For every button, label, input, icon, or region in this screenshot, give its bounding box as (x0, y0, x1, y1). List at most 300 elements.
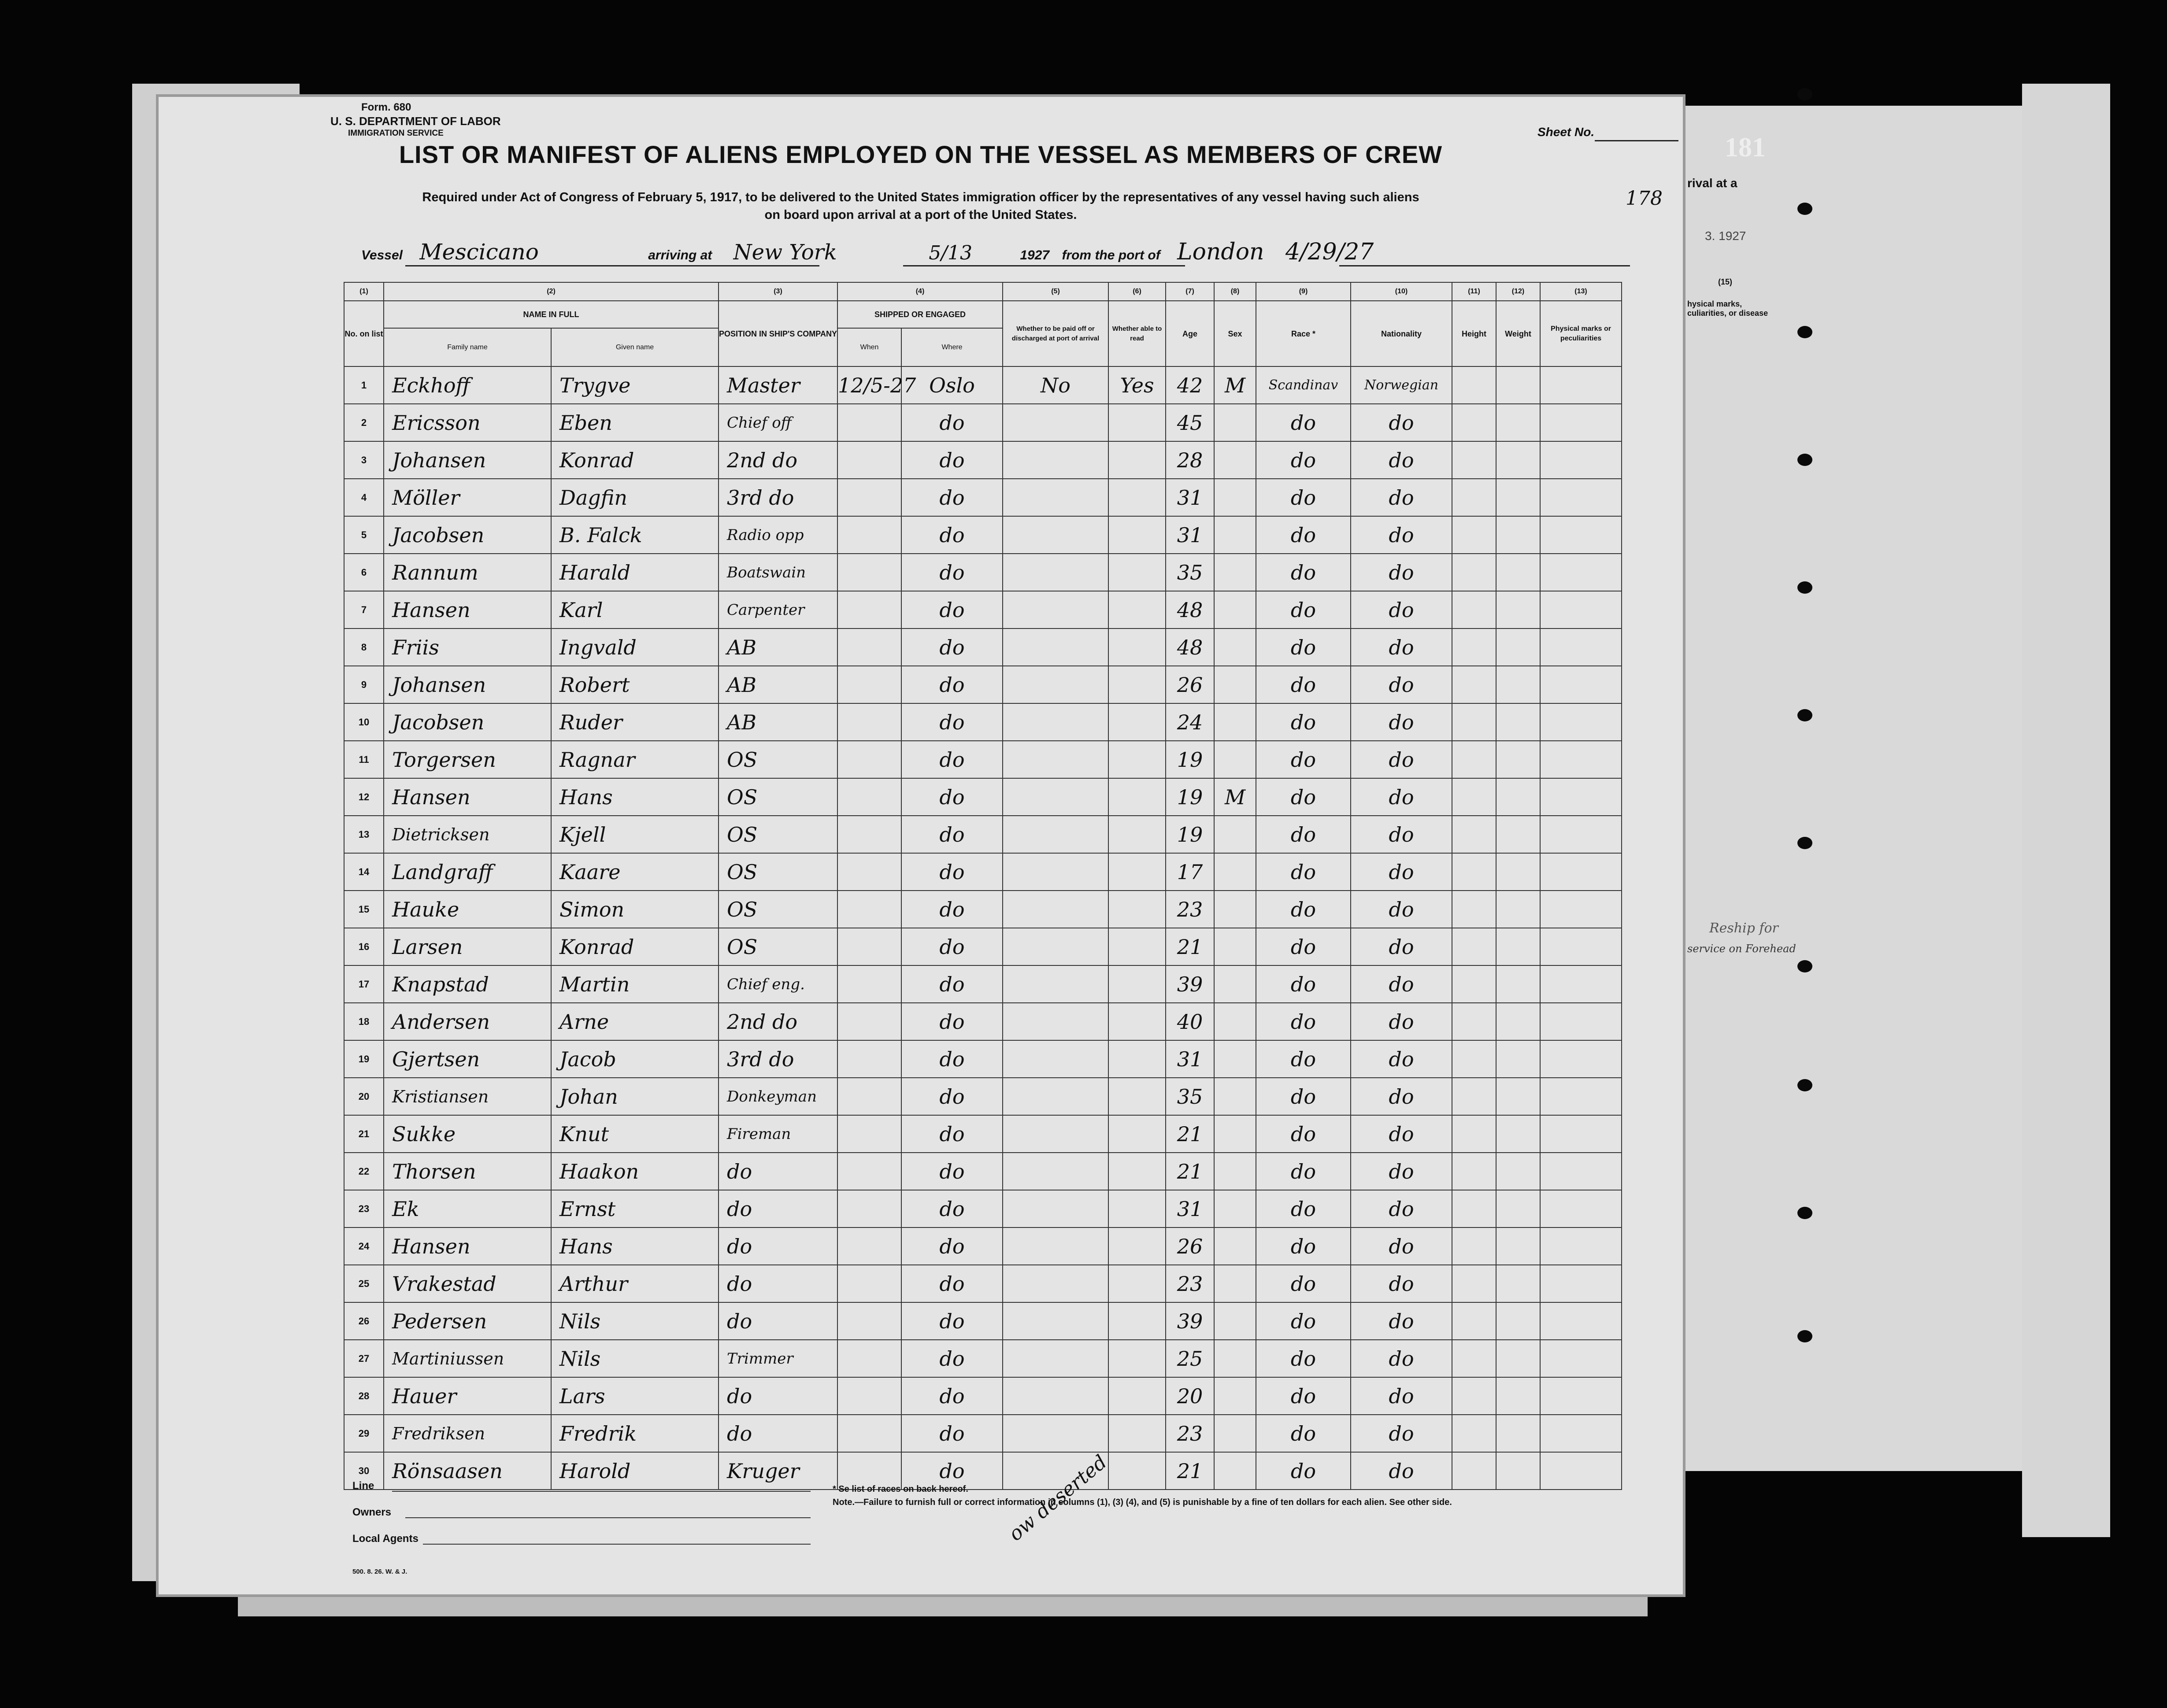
right-note: Reship for (1709, 921, 1778, 936)
sex-cell (1214, 404, 1256, 441)
shipped-when-cell (837, 1302, 901, 1340)
given-name-cell: Arthur (551, 1265, 719, 1302)
shipped-when-cell (837, 1340, 901, 1377)
position-cell: 3rd do (719, 1040, 837, 1078)
age-cell: 21 (1166, 1153, 1214, 1190)
race-cell: do (1256, 741, 1351, 778)
able-to-read-cell (1108, 853, 1166, 891)
able-to-read-cell (1108, 1265, 1166, 1302)
from-date: 4/29/27 (1285, 239, 1374, 265)
family-name-cell: Kristiansen (384, 1078, 551, 1115)
position-cell: do (719, 1153, 837, 1190)
paid-off-cell (1003, 1227, 1108, 1265)
owners-label: Owners (352, 1506, 392, 1518)
family-name-cell: Hauer (384, 1377, 551, 1415)
table-row (344, 554, 1622, 591)
family-name-cell: Landgraff (384, 853, 551, 891)
table-row (344, 965, 1622, 1003)
height-cell (1452, 1340, 1496, 1377)
height-cell (1452, 1078, 1496, 1115)
shipped-when-cell (837, 1190, 901, 1227)
family-name-cell: Jacobsen (384, 516, 551, 554)
age-cell: 19 (1166, 816, 1214, 853)
family-name-cell: Ericsson (384, 404, 551, 441)
position-cell: do (719, 1265, 837, 1302)
given-name-cell: Nils (551, 1340, 719, 1377)
physical-marks-cell (1540, 666, 1622, 703)
paid-off-cell: No (1003, 366, 1108, 404)
family-name-cell: Hansen (384, 591, 551, 628)
shipped-when-cell (837, 1078, 901, 1115)
age-cell: 28 (1166, 441, 1214, 479)
given-name-cell: Kaare (551, 853, 719, 891)
col-num-4: (4) (837, 282, 1003, 301)
col-num-12: (12) (1496, 282, 1540, 301)
race-cell: do (1256, 1415, 1351, 1452)
age-cell: 45 (1166, 404, 1214, 441)
header-shipped: SHIPPED OR ENGAGED (837, 301, 1003, 328)
nationality-cell: Norwegian (1351, 366, 1452, 404)
weight-cell (1496, 516, 1540, 554)
height-cell (1452, 703, 1496, 741)
date-mark: 5/13 (929, 242, 972, 264)
able-to-read-cell (1108, 554, 1166, 591)
age-cell: 20 (1166, 1377, 1214, 1415)
shipped-when-cell (837, 1115, 901, 1153)
weight-cell (1496, 666, 1540, 703)
paid-off-cell (1003, 1265, 1108, 1302)
sex-cell (1214, 965, 1256, 1003)
weight-cell (1496, 441, 1540, 479)
race-cell: do (1256, 853, 1351, 891)
given-name-cell: Simon (551, 891, 719, 928)
sheet-no-line (1595, 140, 1678, 141)
family-name-cell: Eckhoff (384, 366, 551, 404)
sex-cell (1214, 816, 1256, 853)
col-num-10: (10) (1351, 282, 1452, 301)
nationality-cell: do (1351, 404, 1452, 441)
family-name-cell: Vrakestad (384, 1265, 551, 1302)
able-to-read-cell (1108, 1003, 1166, 1040)
nationality-cell: do (1351, 666, 1452, 703)
paid-off-cell (1003, 1003, 1108, 1040)
manifest-subtitle (379, 189, 1463, 224)
column-header-row (344, 301, 1622, 328)
given-name-cell: Ruder (551, 703, 719, 741)
paid-off-cell (1003, 1302, 1108, 1340)
row-number-cell: 3 (344, 441, 384, 479)
line-underline (392, 1491, 811, 1492)
nationality-cell: do (1351, 816, 1452, 853)
nationality-cell: do (1351, 1265, 1452, 1302)
shipped-when-cell (837, 554, 901, 591)
header-nationality: Nationality (1351, 301, 1452, 366)
nationality-cell: do (1351, 1377, 1452, 1415)
race-cell: do (1256, 479, 1351, 516)
race-cell: do (1256, 1302, 1351, 1340)
row-number-cell: 22 (344, 1153, 384, 1190)
race-cell: do (1256, 441, 1351, 479)
height-cell (1452, 1302, 1496, 1340)
physical-marks-cell (1540, 1115, 1622, 1153)
race-cell: do (1256, 1340, 1351, 1377)
physical-marks-cell (1540, 1452, 1622, 1490)
header-height: Height (1452, 301, 1496, 366)
age-cell: 21 (1166, 1452, 1214, 1490)
given-name-cell: Dagfin (551, 479, 719, 516)
given-name-cell: Ernst (551, 1190, 719, 1227)
able-to-read-cell (1108, 816, 1166, 853)
shipped-where-cell: do (901, 741, 1003, 778)
form-number: Form. 680 (361, 101, 411, 113)
height-cell (1452, 965, 1496, 1003)
race-cell: Scandinav (1256, 366, 1351, 404)
height-cell (1452, 1040, 1496, 1078)
race-cell: do (1256, 1040, 1351, 1078)
printer-mark: 500. 8. 26. W. & J. (352, 1568, 407, 1575)
row-number-cell: 27 (344, 1340, 384, 1377)
given-name-cell: Harold (551, 1452, 719, 1490)
position-cell: Trimmer (719, 1340, 837, 1377)
position-cell: do (719, 1227, 837, 1265)
paid-off-cell (1003, 1190, 1108, 1227)
height-cell (1452, 778, 1496, 816)
shipped-when-cell (837, 741, 901, 778)
height-cell (1452, 1190, 1496, 1227)
line-label: Line (352, 1480, 374, 1492)
shipped-when-cell (837, 591, 901, 628)
weight-cell (1496, 1227, 1540, 1265)
race-cell: do (1256, 554, 1351, 591)
position-cell: Radio opp (719, 516, 837, 554)
shipped-where-cell: do (901, 778, 1003, 816)
given-name-cell: Harald (551, 554, 719, 591)
paid-off-cell (1003, 479, 1108, 516)
table-row (344, 1190, 1622, 1227)
family-name-cell: Jacobsen (384, 703, 551, 741)
family-name-cell: Rönsaasen (384, 1452, 551, 1490)
family-name-cell: Johansen (384, 666, 551, 703)
sex-cell (1214, 1078, 1256, 1115)
shipped-where-cell: do (901, 554, 1003, 591)
shipped-where-cell: do (901, 1190, 1003, 1227)
weight-cell (1496, 1415, 1540, 1452)
position-cell: OS (719, 816, 837, 853)
able-to-read-cell (1108, 516, 1166, 554)
header-weight: Weight (1496, 301, 1540, 366)
row-number-cell: 16 (344, 928, 384, 965)
weight-cell (1496, 741, 1540, 778)
position-cell: AB (719, 666, 837, 703)
race-cell: do (1256, 591, 1351, 628)
age-cell: 23 (1166, 1265, 1214, 1302)
position-cell: OS (719, 741, 837, 778)
weight-cell (1496, 891, 1540, 928)
shipped-when-cell (837, 703, 901, 741)
able-to-read-cell (1108, 479, 1166, 516)
shipped-where-cell: do (901, 1265, 1003, 1302)
physical-marks-cell (1540, 928, 1622, 965)
vessel-label: Vessel (361, 248, 403, 262)
paid-off-cell (1003, 741, 1108, 778)
header-physical: Physical marks or peculiarities (1540, 301, 1622, 366)
age-cell: 48 (1166, 628, 1214, 666)
given-name-cell: Konrad (551, 928, 719, 965)
sex-cell: M (1214, 366, 1256, 404)
height-cell (1452, 928, 1496, 965)
family-name-cell: Fredriksen (384, 1415, 551, 1452)
table-row (344, 591, 1622, 628)
shipped-when-cell (837, 891, 901, 928)
position-cell: OS (719, 778, 837, 816)
position-cell: do (719, 1302, 837, 1340)
able-to-read-cell (1108, 1078, 1166, 1115)
sex-cell (1214, 628, 1256, 666)
shipped-where-cell: do (901, 1153, 1003, 1190)
header-paid-off: Whether to be paid off or discharged at port of arrival (1003, 301, 1108, 366)
shipped-when-cell (837, 1377, 901, 1415)
row-number-cell: 24 (344, 1227, 384, 1265)
table-row (344, 441, 1622, 479)
sex-cell (1214, 1265, 1256, 1302)
race-cell: do (1256, 891, 1351, 928)
age-cell: 23 (1166, 1415, 1214, 1452)
paid-off-cell (1003, 1340, 1108, 1377)
weight-cell (1496, 1190, 1540, 1227)
nationality-cell: do (1351, 554, 1452, 591)
height-cell (1452, 591, 1496, 628)
age-cell: 48 (1166, 591, 1214, 628)
height-cell (1452, 366, 1496, 404)
physical-marks-cell (1540, 741, 1622, 778)
race-cell: do (1256, 1265, 1351, 1302)
paid-off-cell (1003, 441, 1108, 479)
given-name-cell: B. Falck (551, 516, 719, 554)
paid-off-cell (1003, 591, 1108, 628)
shipped-where-cell: do (901, 1227, 1003, 1265)
physical-marks-cell (1540, 591, 1622, 628)
row-number-cell: 5 (344, 516, 384, 554)
header-no-on-list: No. on list (344, 301, 384, 366)
nationality-cell: do (1351, 516, 1452, 554)
position-cell: do (719, 1415, 837, 1452)
nationality-cell: do (1351, 1452, 1452, 1490)
sex-cell (1214, 479, 1256, 516)
physical-marks-cell (1540, 853, 1622, 891)
column-number-row (344, 282, 1622, 301)
height-cell (1452, 628, 1496, 666)
sex-cell (1214, 1153, 1256, 1190)
position-cell: AB (719, 703, 837, 741)
given-name-cell: Hans (551, 778, 719, 816)
age-cell: 31 (1166, 516, 1214, 554)
weight-cell (1496, 853, 1540, 891)
height-cell (1452, 741, 1496, 778)
paid-off-cell (1003, 1415, 1108, 1452)
header-race: Race * (1256, 301, 1351, 366)
position-cell: Carpenter (719, 591, 837, 628)
right-note-2: service on Forehead (1687, 943, 1796, 955)
height-cell (1452, 516, 1496, 554)
table-row (344, 1377, 1622, 1415)
nationality-cell: do (1351, 1040, 1452, 1078)
given-name-cell: Ragnar (551, 741, 719, 778)
nationality-cell: do (1351, 891, 1452, 928)
family-name-cell: Knapstad (384, 965, 551, 1003)
sex-cell (1214, 591, 1256, 628)
subtitle-line-1: Required under Act of Congress of February 5, 1917, to be delivered to the United States immigration officer by the representatives of any vessel having such aliens (422, 190, 1419, 204)
table-row (344, 1078, 1622, 1115)
shipped-when-cell (837, 928, 901, 965)
physical-marks-cell (1540, 1190, 1622, 1227)
race-cell: do (1256, 1377, 1351, 1415)
table-row (344, 1040, 1622, 1078)
given-name-cell: Fredrik (551, 1415, 719, 1452)
agents-underline (423, 1544, 811, 1545)
physical-marks-cell (1540, 1265, 1622, 1302)
able-to-read-cell (1108, 1377, 1166, 1415)
sex-cell (1214, 516, 1256, 554)
header-when: When (837, 328, 901, 366)
race-cell: do (1256, 628, 1351, 666)
family-name-cell: Pedersen (384, 1302, 551, 1340)
row-number-cell: 9 (344, 666, 384, 703)
age-cell: 19 (1166, 741, 1214, 778)
department: U. S. DEPARTMENT OF LABOR (330, 115, 501, 128)
row-number-cell: 17 (344, 965, 384, 1003)
table-row (344, 1340, 1622, 1377)
table-row (344, 1153, 1622, 1190)
given-name-cell: Robert (551, 666, 719, 703)
family-name-cell: Hansen (384, 1227, 551, 1265)
crew-table (344, 282, 1622, 1490)
family-name-cell: Hauke (384, 891, 551, 928)
sex-cell: M (1214, 778, 1256, 816)
able-to-read-cell (1108, 778, 1166, 816)
age-cell: 40 (1166, 1003, 1214, 1040)
row-number-cell: 13 (344, 816, 384, 853)
row-number-cell: 11 (344, 741, 384, 778)
sex-cell (1214, 703, 1256, 741)
shipped-where-cell: do (901, 891, 1003, 928)
given-name-cell: Johan (551, 1078, 719, 1115)
given-name-cell: Eben (551, 404, 719, 441)
shipped-when-cell (837, 1227, 901, 1265)
able-to-read-cell (1108, 1153, 1166, 1190)
position-cell: 3rd do (719, 479, 837, 516)
owners-underline (405, 1517, 811, 1518)
service: IMMIGRATION SERVICE (348, 129, 444, 138)
age-cell: 17 (1166, 853, 1214, 891)
position-cell: do (719, 1377, 837, 1415)
col-num-7: (7) (1166, 282, 1214, 301)
sex-cell (1214, 1415, 1256, 1452)
header-where: Where (901, 328, 1003, 366)
given-name-cell: Arne (551, 1003, 719, 1040)
nationality-cell: do (1351, 1115, 1452, 1153)
family-name-cell: Dietricksen (384, 816, 551, 853)
shipped-where-cell: do (901, 591, 1003, 628)
shipped-when-cell (837, 479, 901, 516)
family-name-cell: Martiniussen (384, 1340, 551, 1377)
able-to-read-cell (1108, 1415, 1166, 1452)
nationality-cell: do (1351, 778, 1452, 816)
given-name-cell: Lars (551, 1377, 719, 1415)
from-label: from the port of (1062, 248, 1160, 262)
row-number-cell: 12 (344, 778, 384, 816)
arriving-label: arriving at (648, 248, 712, 262)
height-cell (1452, 853, 1496, 891)
paid-off-cell (1003, 816, 1108, 853)
row-number-cell: 29 (344, 1415, 384, 1452)
table-row (344, 479, 1622, 516)
row-number-cell: 7 (344, 591, 384, 628)
age-cell: 31 (1166, 479, 1214, 516)
header-age: Age (1166, 301, 1214, 366)
able-to-read-cell (1108, 891, 1166, 928)
sex-cell (1214, 1003, 1256, 1040)
mark-178: 178 (1626, 187, 1663, 210)
physical-marks-cell (1540, 1415, 1622, 1452)
header-position: POSITION IN SHIP'S COMPANY (719, 301, 837, 366)
vessel-row (361, 239, 1374, 265)
able-to-read-cell (1108, 1340, 1166, 1377)
shipped-where-cell: do (901, 441, 1003, 479)
physical-marks-cell (1540, 1003, 1622, 1040)
shipped-where-cell: do (901, 853, 1003, 891)
given-name-cell: Martin (551, 965, 719, 1003)
paid-off-cell (1003, 1078, 1108, 1115)
able-to-read-cell (1108, 666, 1166, 703)
deserted-annotation: ow deserted (1004, 1450, 1111, 1546)
weight-cell (1496, 366, 1540, 404)
table-row (344, 1003, 1622, 1040)
family-name-cell: Möller (384, 479, 551, 516)
given-name-cell: Konrad (551, 441, 719, 479)
col-num-8: (8) (1214, 282, 1256, 301)
given-name-cell: Kjell (551, 816, 719, 853)
physical-marks-cell (1540, 628, 1622, 666)
sex-cell (1214, 853, 1256, 891)
shipped-when-cell (837, 516, 901, 554)
nationality-cell: do (1351, 1003, 1452, 1040)
weight-cell (1496, 965, 1540, 1003)
row-number-cell: 26 (344, 1302, 384, 1340)
table-row (344, 1452, 1622, 1490)
weight-cell (1496, 1040, 1540, 1078)
family-name-cell: Rannum (384, 554, 551, 591)
position-cell: OS (719, 891, 837, 928)
table-row (344, 366, 1622, 404)
given-name-cell: Nils (551, 1302, 719, 1340)
position-cell: Kruger (719, 1452, 837, 1490)
shipped-when-cell (837, 441, 901, 479)
table-row (344, 404, 1622, 441)
shipped-where-cell: do (901, 516, 1003, 554)
race-cell: do (1256, 965, 1351, 1003)
physical-marks-cell (1540, 703, 1622, 741)
row-number-cell: 15 (344, 891, 384, 928)
row-number-cell: 20 (344, 1078, 384, 1115)
race-cell: do (1256, 1452, 1351, 1490)
physical-marks-cell (1540, 1377, 1622, 1415)
arriving-port: New York (733, 240, 837, 265)
shipped-where-cell: do (901, 1078, 1003, 1115)
shipped-where-cell: do (901, 965, 1003, 1003)
table-row (344, 703, 1622, 741)
row-number-cell: 28 (344, 1377, 384, 1415)
sex-cell (1214, 1302, 1256, 1340)
